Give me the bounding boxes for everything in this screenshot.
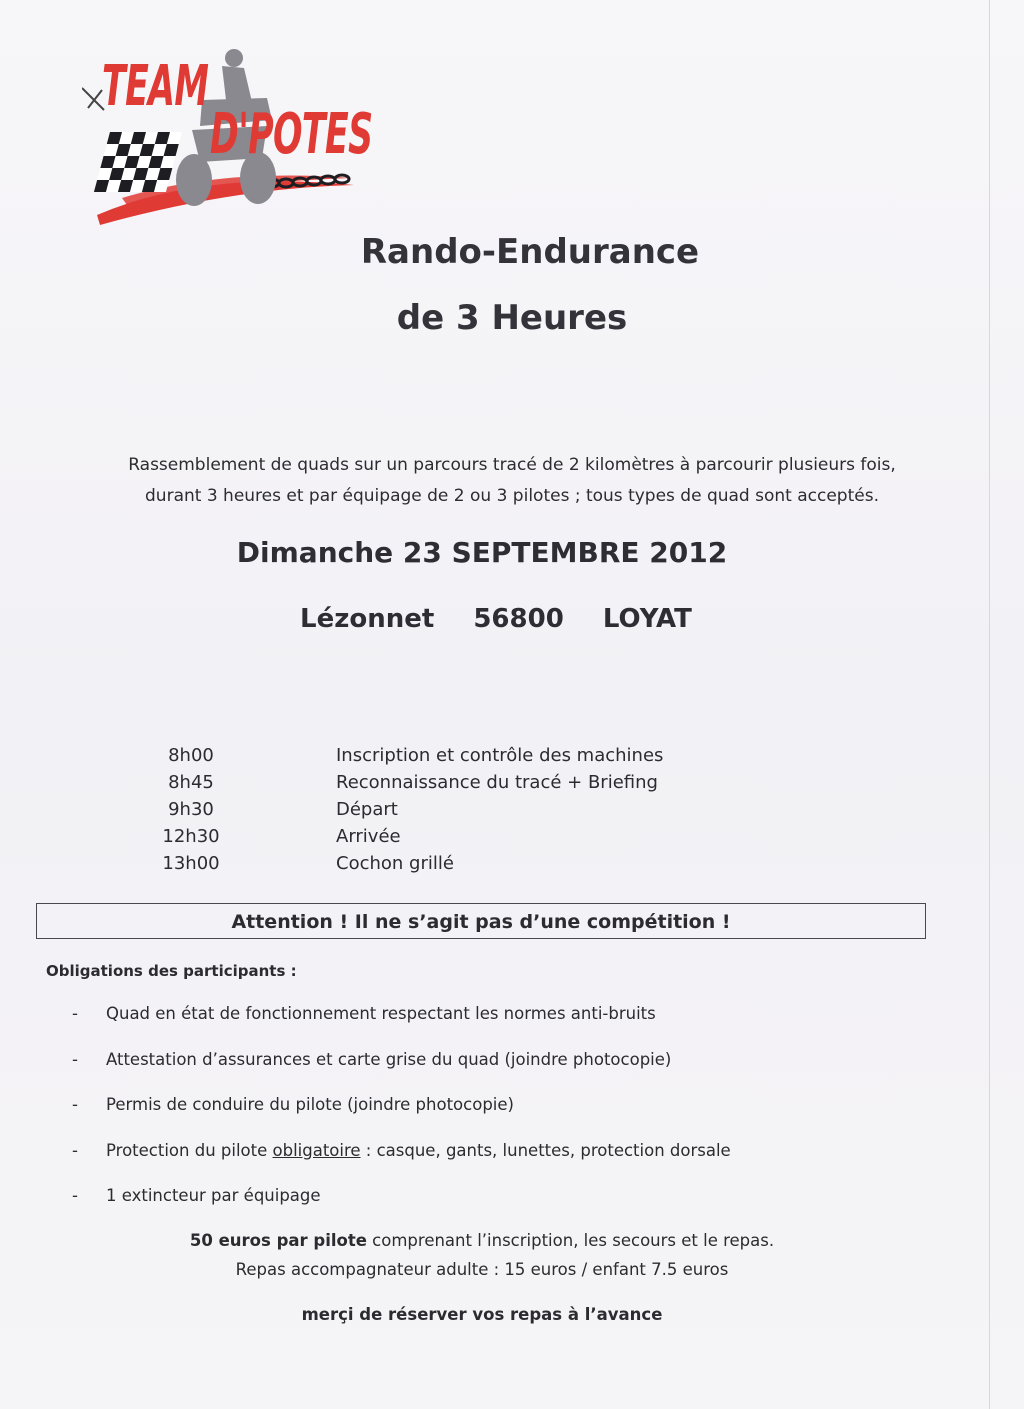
location-postcode: 56800 [473,604,564,634]
list-item-text: Quad en état de fonctionnement respectant les normes anti-bruits [106,1004,656,1023]
intro-line-2: durant 3 heures et par équipage de 2 ou 3 pilotes ; tous types de quad sont acceptés. [145,486,879,506]
schedule-row [150,826,750,853]
schedule-event: Inscription et contrôle des machines [336,745,664,766]
list-item-text: Permis de conduire du pilote (joindre photocopie) [106,1095,514,1114]
schedule-time: 9h30 [168,799,214,820]
schedule-event: Arrivée [336,826,401,847]
schedule-row [150,799,750,826]
list-item [72,1141,792,1187]
list-dash: - [72,1049,78,1069]
intro-paragraph [40,450,984,512]
obligations-list [72,1004,792,1232]
list-item [72,1186,792,1232]
logo-text-team: TEAM [102,54,209,119]
underlined-word: obligatoire [272,1140,361,1160]
schedule-time: 8h00 [168,745,214,766]
list-dash: - [72,1186,78,1205]
list-item-text [106,1141,731,1160]
schedule-table [150,745,750,880]
paper-edge [989,0,990,1409]
schedule-row [150,745,750,772]
logo-text-potes: D'POTES [210,102,373,167]
list-dash: - [72,1095,78,1114]
list-item-text: 1 extincteur par équipage [106,1186,321,1205]
intro-line-1: Rassemblement de quads sur un parcours tracé de 2 kilomètres à parcourir plusieurs fois, [128,455,896,475]
list-item [72,1050,792,1096]
merci-line: merçi de réserver vos repas à l’avance [301,1305,663,1324]
list-item-text-end: : casque, gants, lunettes, protection dorsale [360,1140,731,1160]
list-item [72,1095,792,1141]
obligations-title: Obligations des participants : [46,962,297,980]
event-location [300,604,692,634]
schedule-event: Reconnaissance du tracé + Briefing [336,772,658,793]
price-line-1 [0,1231,964,1250]
event-date: Dimanche 23 SEPTEMBRE 2012 [236,536,728,569]
price-line-2: Repas accompagnateur adulte : 15 euros / enfant 7.5 euros [235,1260,729,1279]
schedule-event: Départ [336,799,398,820]
list-dash: - [72,1140,78,1160]
schedule-time: 12h30 [162,826,220,847]
schedule-row [150,853,750,880]
team-logo [82,40,373,225]
schedule-event: Cochon grillé [336,853,454,874]
location-place: Lézonnet [300,604,435,634]
price-rest: comprenant l’inscription, les secours et le repas. [366,1231,775,1250]
price-bold: 50 euros par pilote [189,1231,367,1250]
location-town: LOYAT [602,604,692,634]
title-line-2: de 3 Heures [396,298,628,338]
list-dash: - [72,1004,78,1023]
list-item [72,1004,792,1050]
list-item-text-start: Protection du pilote [106,1140,273,1160]
title-line-1: Rando-Endurance [360,232,700,272]
list-item-text: Attestation d’assurances et carte grise du quad (joindre photocopie) [106,1049,672,1069]
attention-box: Attention ! Il ne s’agit pas d’une compétition ! [36,903,926,939]
schedule-row [150,772,750,799]
schedule-time: 13h00 [162,853,220,874]
schedule-time: 8h45 [168,772,214,793]
